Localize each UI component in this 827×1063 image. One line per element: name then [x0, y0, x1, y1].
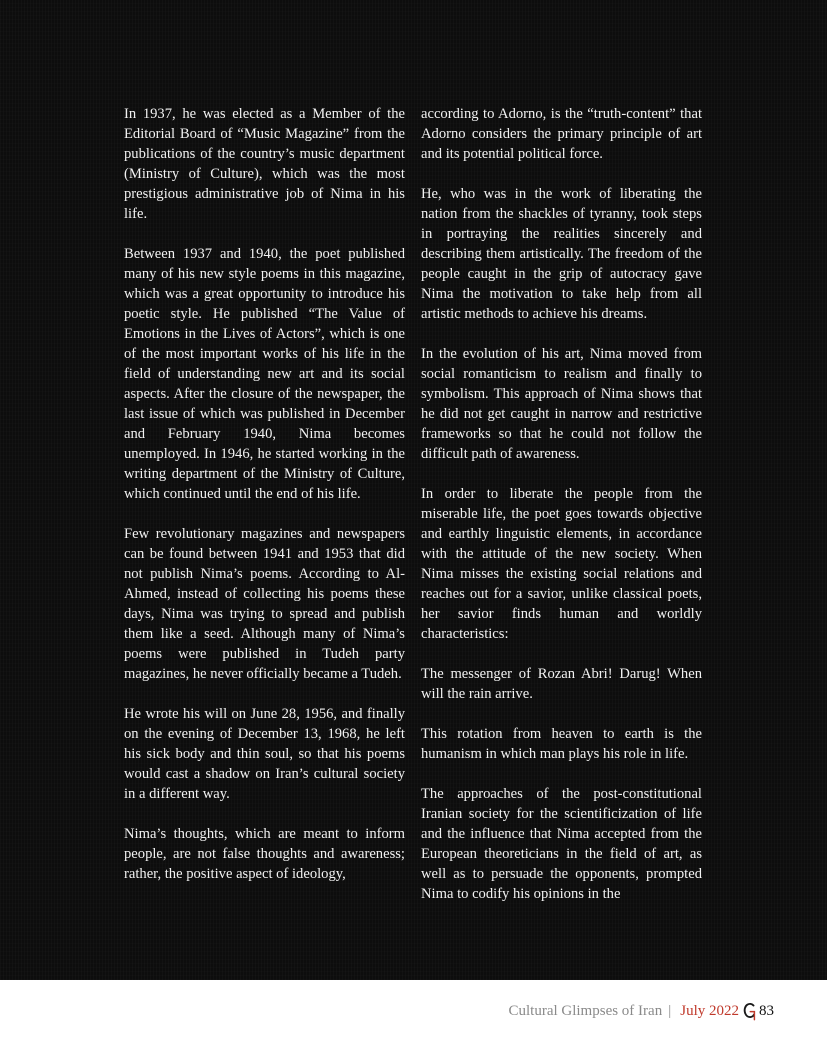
footer-line: [508, 1001, 774, 1021]
paragraph: Between 1937 and 1940, the poet published many of his new style poems in this magazine, which was a great opportunity to introduce his poetic style. He published “The Value of Emotions in the Lives of Actors”, which is one of the most important works of his life in the field of understanding new art and its social aspects. After the closure of the newspaper, the last issue of which was published in December and February 1940, Nima becomes unemployed. In 1946, he started working in the writing department of the Ministry of Culture, which continued until the end of his life.: [124, 246, 405, 502]
paragraph: The approaches of the post-constitutional Iranian society for the scientificization of life and the influence that Nima accepted from the European theoreticians in the field of art, as well as to persuade the opponents, prompted Nima to codify his opinions in the: [421, 786, 702, 902]
paragraph: In order to liberate the people from the miserable life, the poet goes towards objective and earthly linguistic elements, in accordance with the attitude of the new society. When Nima misses the existing social relations and reaches out for a savior, unlike classical poets, her savior finds human and worldly characteristics:: [421, 486, 702, 642]
paragraph: Nima’s thoughts, which are meant to inform people, are not false thoughts and awareness; rather, the positive aspect of ideology,: [124, 826, 405, 882]
paragraph: In the evolution of his art, Nima moved from social romanticism to realism and finally to symbolism. This approach of Nima shows that he did not get caught in narrow and restrictive frameworks so that he could not follow the difficult path of awareness.: [421, 346, 702, 462]
issue-date: July 2022: [680, 1003, 739, 1019]
paragraph: He, who was in the work of liberating the nation from the shackles of tyranny, took steps in portraying the realities sincerely and describing them artistically. The freedom of the people caught in the grip of autocracy gave Nima the motivation to take help from all artistic methods to achieve his dreams.: [421, 186, 702, 322]
paragraph: according to Adorno, is the “truth-content” that Adorno considers the primary principle of art and its potential political force.: [421, 106, 702, 162]
right-column: [421, 104, 702, 924]
paragraph: Few revolutionary magazines and newspapers can be found between 1941 and 1953 that did not publish Nima’s poems. According to Al-Ahmed, instead of collecting his poems these days, Nima was trying to spread and publish them like a seed. Although many of Nima’s poems were published in Tudeh party magazines, he never officially became a Tudeh.: [124, 526, 405, 682]
paragraph: In 1937, he was elected as a Member of the Editorial Board of “Music Magazine” from the publications of the country’s music department (Ministry of Culture), which was the most prestigious administrative job of Nima in his life.: [124, 106, 405, 222]
cg-logo-icon: [741, 1001, 757, 1021]
publication-name: Cultural Glimpses of Iran: [508, 1003, 663, 1019]
page-footer: [0, 980, 827, 1063]
left-column: [124, 104, 405, 904]
paragraph: He wrote his will on June 28, 1956, and finally on the evening of December 13, 1968, he left his sick body and thin soul, so that his poems would cast a shadow on Iran’s cultural society in a different way.: [124, 706, 405, 802]
paragraph: This rotation from heaven to earth is the humanism in which man plays his role in life.: [421, 726, 702, 762]
footer-separator: |: [668, 1003, 672, 1019]
page-number: 83: [759, 1003, 774, 1019]
poem-quote: The messenger of Rozan Abri! Darug! When will the rain arrive.: [421, 666, 702, 702]
